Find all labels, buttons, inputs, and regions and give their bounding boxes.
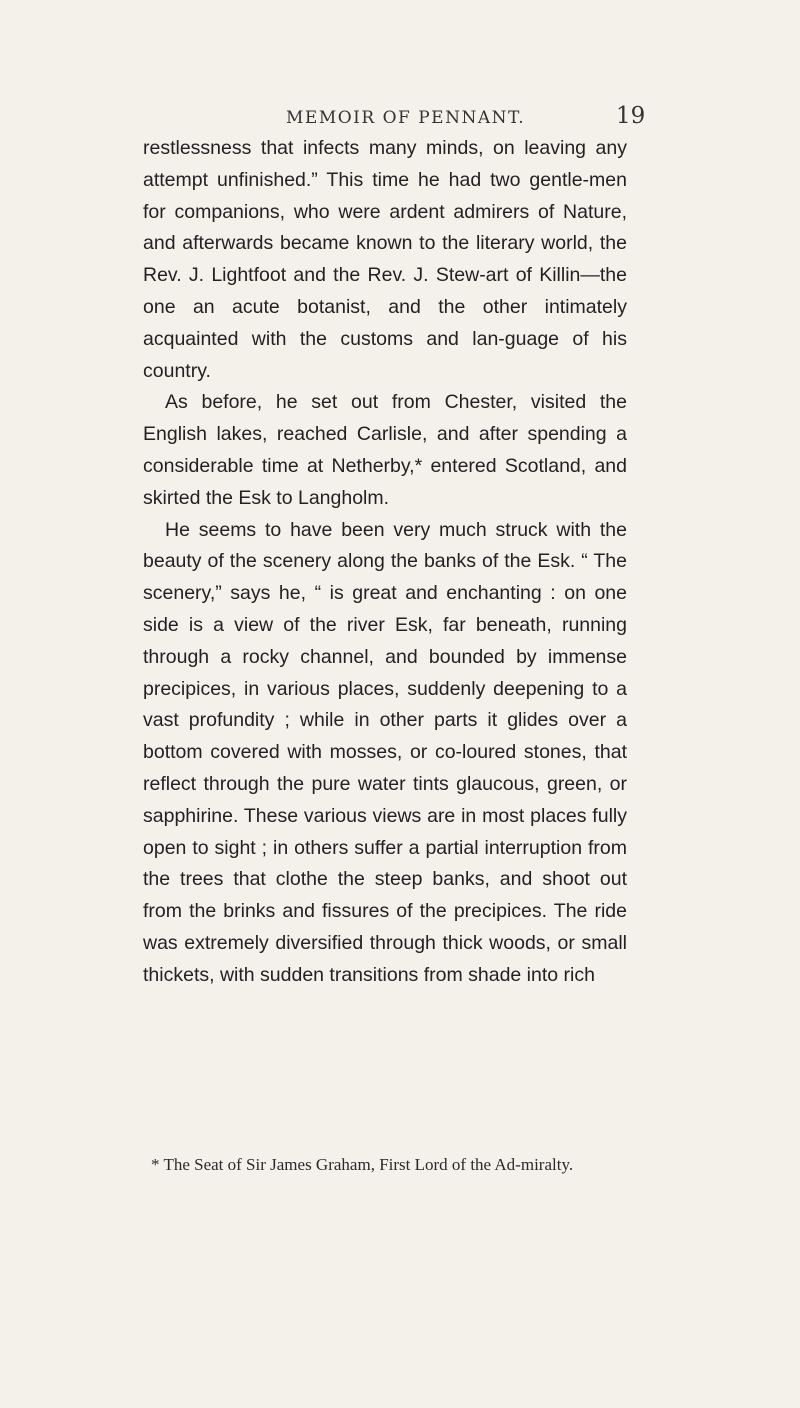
paragraph: restlessness that infects many minds, on leaving any attempt unfinished.” This time he had two gentle-men for companions, who were ardent admirers of Nature, and afterwards became known to the literary world, the Rev. J. Lightfoot and the Rev. J. Stew-art of Killin—the one an acute botanist, and the other intimately acquainted with the customs and lan-guage of his country. (143, 137, 627, 382)
page-number: 19 (616, 103, 646, 129)
footnote: * The Seat of Sir James Graham, First Lord of the Ad-miralty. (151, 1155, 574, 1174)
running-title: MEMOIR OF PENNANT. (286, 108, 526, 128)
paragraph: He seems to have been very much struck with the beauty of the scenery along the banks of the Esk. “ The scenery,” says he, “ is great and enchanting : on one side is a view of the river Esk, far beneath, running through a rocky channel, and bounded by immense precipices, in various places, suddenly deepening to a vast profundity ; while in other parts it glides over a bottom covered with mosses, or co-loured stones, that reflect through the pure water tints glaucous, green, or sapphirine. These various views are in most places fully open to sight ; in others suffer a partial interruption from the trees that clothe the steep banks, and shoot out from the brinks and fissures of the precipices. The ride was extremely diversified through thick woods, or small thickets, with sudden transitions from shade into rich (143, 518, 627, 986)
paragraph: As before, he set out from Chester, visited the English lakes, reached Carlisle, and after spending a considerable time at Netherby,* entered Scotland, and skirted the Esk to Langholm. (143, 391, 627, 509)
body-text (143, 133, 627, 992)
